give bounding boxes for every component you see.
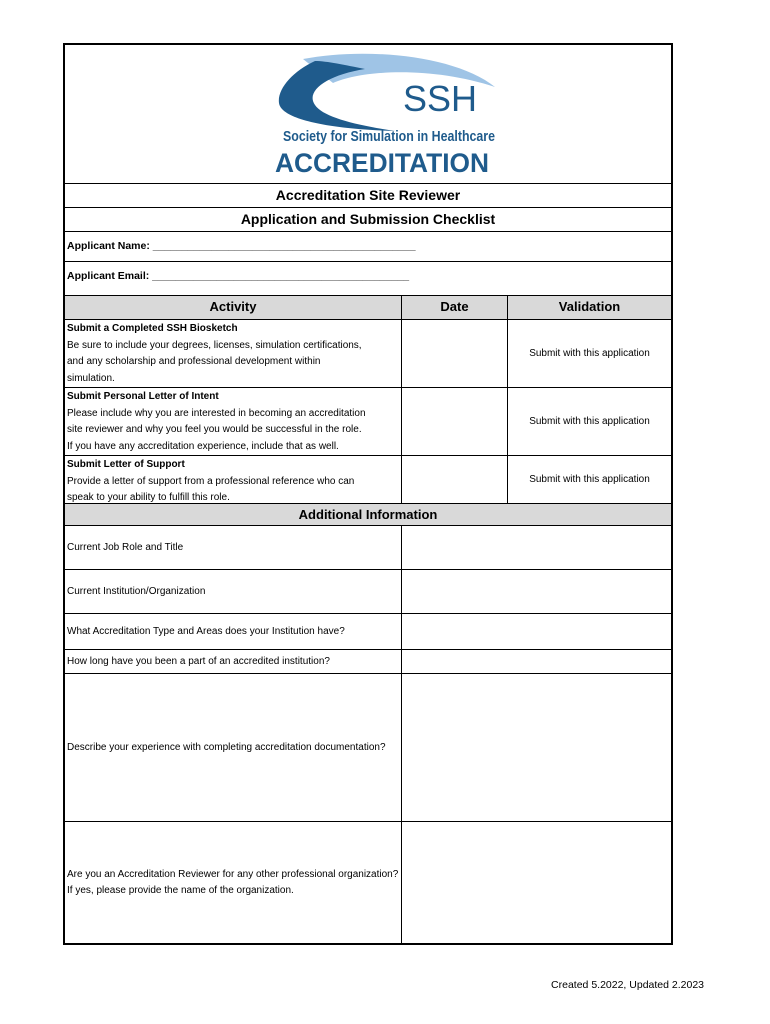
additional-info-heading: Additional Information — [65, 503, 671, 525]
question-row — [65, 673, 671, 821]
page-title: Accreditation Site Reviewer — [65, 183, 671, 207]
ssh-accreditation-logo — [65, 45, 671, 183]
answer-field[interactable] — [401, 822, 671, 943]
activity-description: If you have any accreditation experience, include that as well. — [67, 440, 339, 452]
column-header-date: Date — [401, 296, 507, 319]
activity-title: Submit a Completed SSH Biosketch — [67, 323, 238, 334]
question-label: Current Institution/Organization — [67, 585, 206, 597]
logo-program: ACCREDITATION — [275, 148, 489, 178]
validation-cell: Submit with this application — [507, 320, 671, 387]
date-cell[interactable] — [401, 320, 507, 387]
checklist-form — [63, 43, 673, 945]
question-row — [65, 613, 671, 649]
activity-title: Submit Letter of Support — [67, 459, 185, 470]
checklist-row — [65, 319, 671, 387]
date-cell[interactable] — [401, 388, 507, 455]
answer-field[interactable] — [401, 570, 671, 613]
activity-description: Provide a letter of support from a professional reference who can — [67, 475, 355, 487]
question-label: How long have you been a part of an accredited institution? — [67, 655, 330, 667]
date-cell[interactable] — [401, 456, 507, 503]
answer-field[interactable] — [401, 674, 671, 821]
question-row — [65, 569, 671, 613]
activity-description: and any scholarship and professional development within — [67, 356, 321, 367]
checklist-row — [65, 387, 671, 455]
validation-cell: Submit with this application — [507, 456, 671, 503]
checklist-header — [65, 295, 671, 319]
question-label: Are you an Accreditation Reviewer for any other professional organization? If yes, please provide the name of the organization. — [67, 868, 399, 896]
logo-acronym: SSH — [403, 78, 478, 119]
activity-description: Please include why you are interested in becoming an accreditation — [67, 407, 366, 419]
activity-cell — [65, 456, 401, 503]
activity-description: Be sure to include your degrees, licenses, simulation certifications, — [67, 339, 362, 351]
question-row — [65, 525, 671, 569]
question-label: What Accreditation Type and Areas does your Institution have? — [67, 625, 345, 637]
footer-revision-note: Created 5.2022, Updated 2.2023 — [551, 979, 704, 991]
applicant-name-field[interactable]: Applicant Name: _____________________________________________ — [65, 231, 671, 261]
column-header-validation: Validation — [507, 296, 671, 319]
logo-org-name: Society for Simulation in Healthcare — [283, 128, 495, 145]
validation-cell: Submit with this application — [507, 388, 671, 455]
activity-title: Submit Personal Letter of Intent — [67, 391, 219, 402]
column-header-activity: Activity — [209, 299, 257, 314]
question-row — [65, 821, 671, 943]
question-row — [65, 649, 671, 673]
question-label: Describe your experience with completing accreditation documentation? — [67, 741, 386, 753]
activity-description: speak to your ability to fulfill this role. — [67, 492, 230, 503]
page-subtitle: Application and Submission Checklist — [65, 207, 671, 231]
activity-description: simulation. — [67, 372, 115, 384]
question-label: Current Job Role and Title — [67, 541, 184, 553]
answer-field[interactable] — [401, 614, 671, 649]
answer-field[interactable] — [401, 526, 671, 569]
activity-description: site reviewer and why you feel you would be successful in the role. — [67, 424, 362, 435]
applicant-email-field[interactable]: Applicant Email: ____________________________________________ — [65, 261, 671, 293]
ssh-swoosh-icon — [65, 45, 671, 183]
answer-field[interactable] — [401, 650, 671, 673]
activity-cell — [65, 320, 401, 387]
checklist-row — [65, 455, 671, 503]
activity-cell — [65, 388, 401, 455]
